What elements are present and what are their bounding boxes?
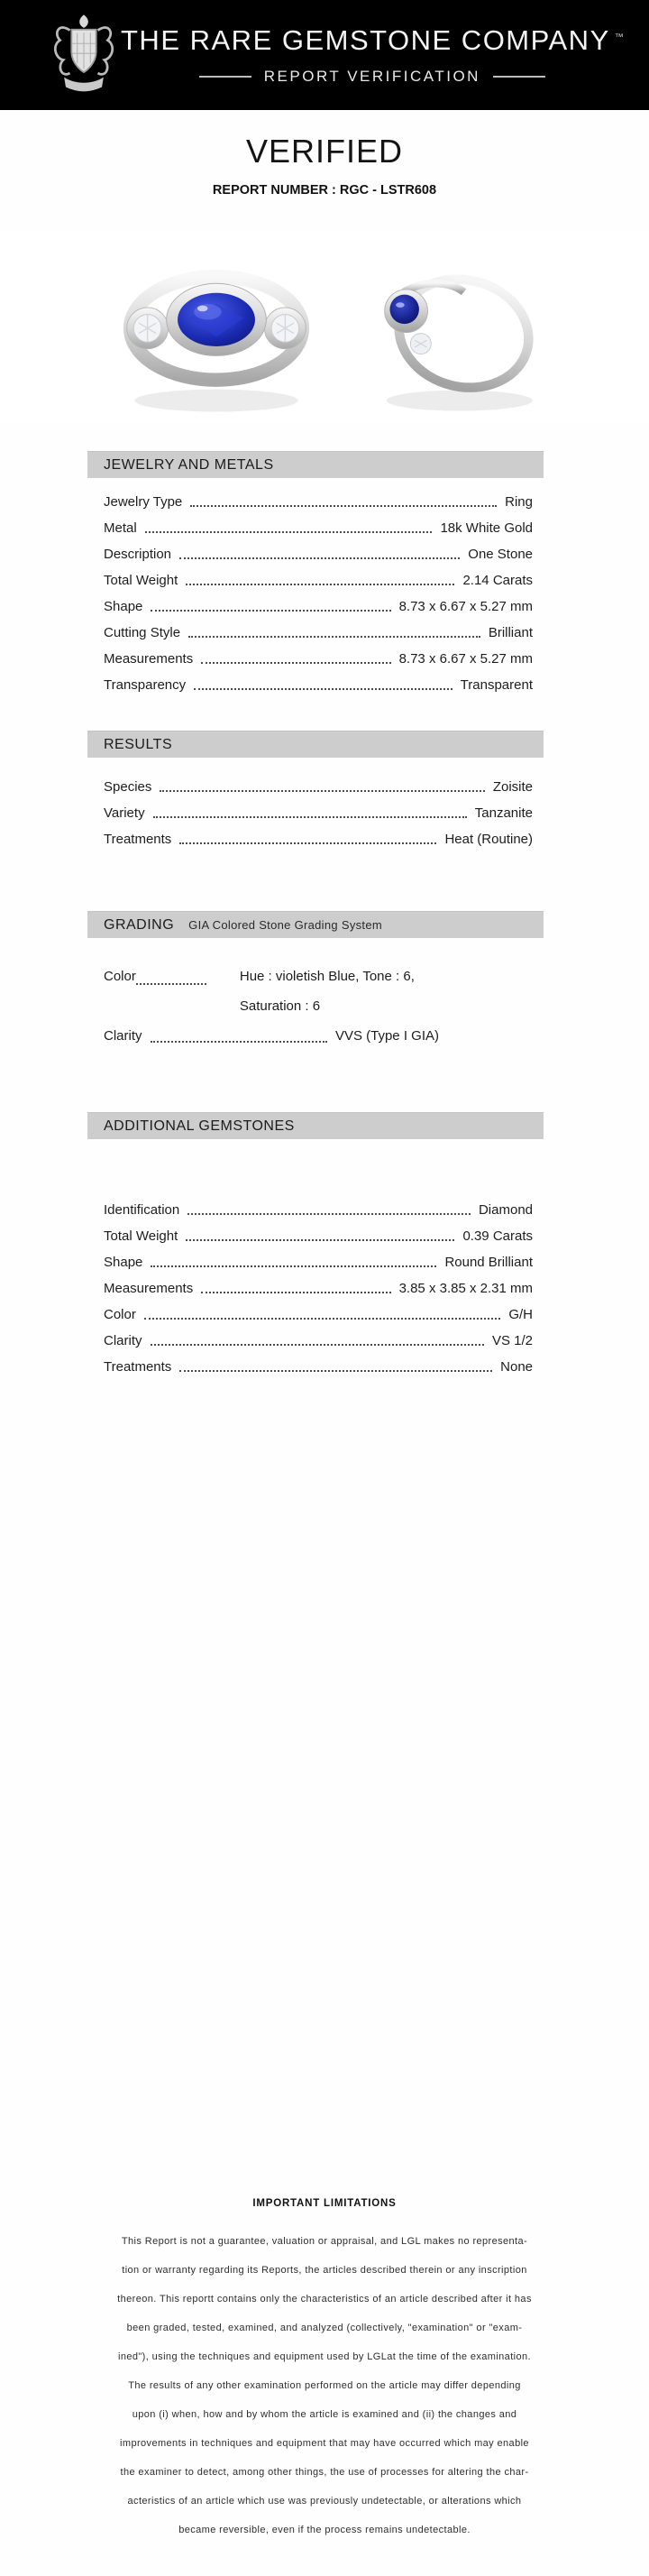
limitations-line: tion or warranty regarding its Reports, the articles described therein or any inscription <box>122 2265 527 2276</box>
spec-label: Clarity <box>104 1333 142 1348</box>
section-title: JEWELRY AND METALS <box>104 457 274 473</box>
spec-label: Treatments <box>104 1359 172 1375</box>
spec-value: 2.14 Carats <box>462 573 533 588</box>
dotted-leader <box>151 1344 484 1346</box>
company-crest-icon <box>47 12 121 98</box>
tagline-left-dash <box>199 76 251 78</box>
spec-value: 8.73 x 6.67 x 5.27 mm <box>398 599 533 614</box>
spec-row <box>104 1197 533 1223</box>
dotted-leader <box>136 983 206 985</box>
grading-color-row <box>104 961 533 1021</box>
color-value-line1: Hue : violetish Blue, Tone : 6, <box>239 969 415 984</box>
dotted-leader <box>179 1370 492 1372</box>
spec-row <box>104 1354 533 1380</box>
tagline-row <box>121 68 624 86</box>
spec-label: Cutting Style <box>104 625 181 640</box>
grading-system-subtitle: GIA Colored Stone Grading System <box>188 918 382 932</box>
spec-row <box>104 620 533 646</box>
color-value <box>240 961 415 1021</box>
dotted-leader <box>151 1265 436 1267</box>
spec-row <box>104 1249 533 1275</box>
spec-value: VS 1/2 <box>491 1333 533 1348</box>
report-content <box>87 451 544 1380</box>
spec-label: Color <box>104 969 136 984</box>
spec-row <box>104 489 533 515</box>
dotted-leader <box>179 842 436 844</box>
dotted-leader <box>151 610 390 612</box>
trademark-symbol: ™ <box>614 32 624 42</box>
spec-label: Color <box>104 1307 136 1322</box>
limitations-line: the examiner to detect, among other things, the use of processes for altering the char- <box>120 2467 529 2478</box>
ring-front-photo <box>90 232 343 421</box>
spec-value: Tanzanite <box>474 805 533 821</box>
spec-row <box>104 774 533 800</box>
spec-label: Treatments <box>104 832 172 847</box>
verification-status: VERIFIED <box>245 133 404 170</box>
spec-value: 0.39 Carats <box>462 1228 533 1244</box>
dotted-leader <box>144 1318 500 1320</box>
spec-value: 8.73 x 6.67 x 5.27 mm <box>398 651 533 667</box>
dotted-leader <box>201 662 390 664</box>
spec-value: VVS (Type I GIA) <box>334 1028 439 1044</box>
spec-value: Round Brilliant <box>444 1255 533 1270</box>
section-title: RESULTS <box>104 737 173 752</box>
spec-value: 18k White Gold <box>440 520 533 536</box>
spec-row <box>104 515 533 541</box>
limitations-line: been graded, tested, examined, and analyzed (collectively, "examination" or "exam- <box>126 2323 523 2333</box>
spec-label: Species <box>104 779 152 795</box>
spec-value: G/H <box>508 1307 533 1322</box>
dotted-leader <box>187 1213 471 1215</box>
tagline-text: REPORT VERIFICATION <box>263 68 480 85</box>
spec-label: Total Weight <box>104 1228 178 1244</box>
spec-row <box>104 541 533 567</box>
spec-row <box>104 826 533 852</box>
section-header-jewelry-and-metals <box>87 451 544 478</box>
spec-value: 3.85 x 3.85 x 2.31 mm <box>398 1281 533 1296</box>
jewelry-photos <box>0 232 649 421</box>
section-header-grading <box>87 911 544 938</box>
spec-value: Heat (Routine) <box>444 832 533 847</box>
dotted-leader <box>190 505 497 507</box>
limitations-line: thereon. This reportt contains only the characteristics of an article described after it has <box>117 2294 532 2305</box>
limitations-line: improvements in techniques and equipment that may have occurred which may enable <box>120 2438 529 2449</box>
spec-label: Variety <box>104 805 145 821</box>
spec-value: Transparent <box>460 677 533 693</box>
spec-row <box>104 800 533 826</box>
blank-space <box>0 1380 649 2195</box>
grading-clarity-row <box>104 1021 439 1051</box>
limitations-heading: IMPORTANT LIMITATIONS <box>252 2198 397 2209</box>
spec-label: Metal <box>104 520 137 536</box>
spec-label: Transparency <box>104 677 187 693</box>
section-header-results <box>87 731 544 758</box>
color-value-line2: Saturation : 6 <box>239 998 321 1014</box>
dotted-leader <box>201 1292 390 1293</box>
limitations-line: acteristics of an article which use was previously undetectable, or alterations which <box>127 2496 522 2507</box>
spec-value: None <box>500 1359 533 1375</box>
spec-value: Ring <box>505 494 533 510</box>
header-text-block <box>121 24 649 86</box>
limitations-line: upon (i) when, how and by whom the article is examined and (ii) the changes and <box>132 2409 517 2420</box>
spec-row <box>104 1302 533 1328</box>
limitations-line: ined"), using the techniques and equipment used by LGLat the time of the examination. <box>117 2351 531 2362</box>
dotted-leader <box>186 1239 454 1241</box>
spec-label: Jewelry Type <box>104 494 183 510</box>
spec-label: Description <box>104 547 172 562</box>
dotted-leader <box>160 790 484 792</box>
dotted-leader <box>179 557 460 559</box>
tagline-right-dash <box>493 76 545 78</box>
additional-gemstones-specs-list <box>87 1139 544 1380</box>
page-header <box>0 0 649 110</box>
spec-value: Zoisite <box>492 779 533 795</box>
section-header-additional-gemstones <box>87 1112 544 1139</box>
spec-label: Shape <box>104 599 143 614</box>
spec-label: Clarity <box>104 1028 142 1044</box>
spec-row <box>104 1275 533 1302</box>
limitations-line: This Report is not a guarantee, valuation or appraisal, and LGL makes no representa- <box>121 2236 528 2247</box>
spec-row <box>104 567 533 593</box>
section-title: ADDITIONAL GEMSTONES <box>104 1118 295 1134</box>
ring-side-photo <box>352 232 559 421</box>
spec-row <box>104 672 533 698</box>
limitations-paragraph <box>99 2227 550 2544</box>
dotted-leader <box>145 531 433 533</box>
dotted-leader <box>194 688 452 690</box>
spec-label: Measurements <box>104 651 194 667</box>
spec-label: Measurements <box>104 1281 194 1296</box>
jewelry-specs-list <box>87 478 544 698</box>
spec-label: Shape <box>104 1255 143 1270</box>
report-number: REPORT NUMBER : RGC - LSTR608 <box>212 183 437 198</box>
section-title: GRADING <box>104 917 175 933</box>
spec-row <box>104 1223 533 1249</box>
spec-value: Diamond <box>478 1202 533 1218</box>
spec-row <box>104 646 533 672</box>
limitations-line: The results of any other examination performed on the article may differ depending <box>128 2380 521 2391</box>
dotted-leader <box>188 636 480 638</box>
spec-row <box>104 1328 533 1354</box>
dotted-leader <box>153 816 467 818</box>
limitations-line: became reversible, even if the process remains undetectable. <box>178 2525 471 2535</box>
dotted-leader <box>186 584 454 585</box>
spec-value: One Stone <box>468 547 533 562</box>
results-specs-list <box>87 758 544 852</box>
brand-title <box>121 24 624 57</box>
grading-specs <box>87 938 544 1051</box>
brand-name: THE RARE GEMSTONE COMPANY <box>121 24 610 56</box>
spec-row <box>104 593 533 620</box>
spec-value: Brilliant <box>488 625 533 640</box>
spec-label: Identification <box>104 1202 180 1218</box>
dotted-leader <box>151 1041 327 1043</box>
spec-label: Total Weight <box>104 573 178 588</box>
